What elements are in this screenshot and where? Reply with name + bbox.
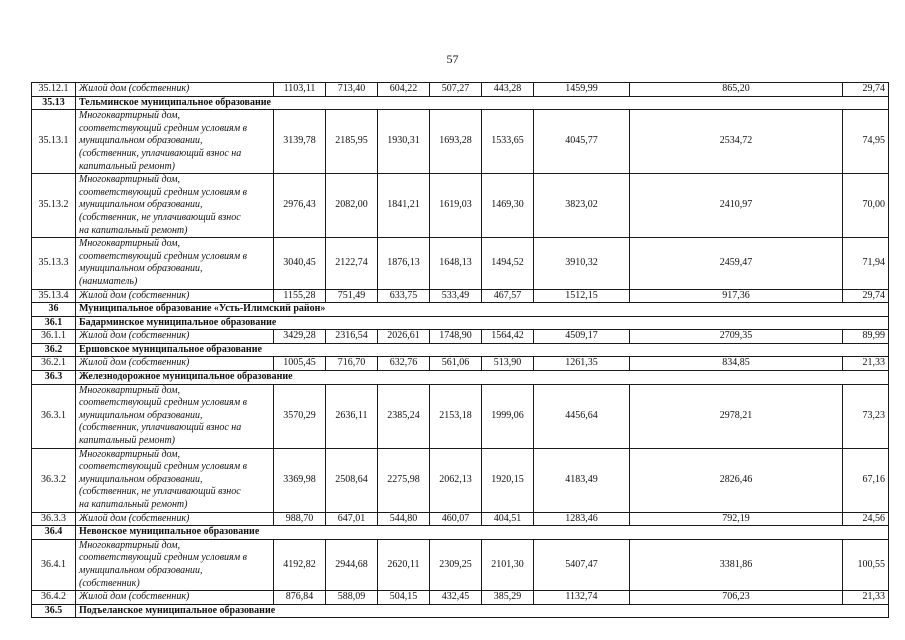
value-cell: 2944,68 [326,539,378,590]
value-cell: 1648,13 [430,238,482,289]
section-title: Бадарминское муниципальное образование [76,316,889,330]
value-cell: 1841,21 [378,174,430,238]
value-cell: 706,23 [630,591,843,605]
value-cell: 3570,29 [274,384,326,448]
row-description: Жилой дом (собственник) [76,289,274,303]
value-cell: 1103,11 [274,83,326,97]
row-code: 36.3.1 [32,384,76,448]
section-code: 36.3 [32,371,76,385]
value-cell: 1876,13 [378,238,430,289]
value-cell: 2976,43 [274,174,326,238]
value-cell: 917,36 [630,289,843,303]
value-cell: 513,90 [482,357,534,371]
value-cell: 504,15 [378,591,430,605]
value-cell: 2026,61 [378,330,430,344]
row-code: 35.12.1 [32,83,76,97]
section-code: 36.4 [32,526,76,540]
row-description: Жилой дом (собственник) [76,591,274,605]
value-cell: 3910,32 [534,238,630,289]
value-cell: 29,74 [843,289,889,303]
row-code: 36.2.1 [32,357,76,371]
value-cell: 751,49 [326,289,378,303]
value-cell: 21,33 [843,357,889,371]
value-cell: 432,45 [430,591,482,605]
value-cell: 2978,21 [630,384,843,448]
value-cell: 1261,35 [534,357,630,371]
value-cell: 1693,28 [430,110,482,174]
section-code: 36.2 [32,343,76,357]
value-cell: 1155,28 [274,289,326,303]
value-cell: 2534,72 [630,110,843,174]
value-cell: 404,51 [482,512,534,526]
row-code: 35.13.3 [32,238,76,289]
value-cell: 1283,46 [534,512,630,526]
row-description: Многоквартирный дом, соответствующий средним условиям в муниципальном образовании, (собственник, не уплачивающий взнос на капитальный ремонт) [76,448,274,512]
row-code: 35.13.1 [32,110,76,174]
row-code: 36.1.1 [32,330,76,344]
table-row [32,83,889,97]
section-header-row [32,96,889,110]
table-row [32,289,889,303]
value-cell: 533,49 [430,289,482,303]
value-cell: 1920,15 [482,448,534,512]
value-cell: 2826,46 [630,448,843,512]
value-cell: 1469,30 [482,174,534,238]
value-cell: 70,00 [843,174,889,238]
value-cell: 467,57 [482,289,534,303]
value-cell: 3369,98 [274,448,326,512]
value-cell: 876,84 [274,591,326,605]
value-cell: 3381,86 [630,539,843,590]
value-cell: 1619,03 [430,174,482,238]
value-cell: 74,95 [843,110,889,174]
section-title: Муниципальное образование «Усть-Илимский район» [76,303,889,317]
value-cell: 1999,06 [482,384,534,448]
row-code: 35.13.4 [32,289,76,303]
section-title: Невонское муниципальное образование [76,526,889,540]
value-cell: 2275,98 [378,448,430,512]
value-cell: 632,76 [378,357,430,371]
value-cell: 1494,52 [482,238,534,289]
value-cell: 792,19 [630,512,843,526]
value-cell: 460,07 [430,512,482,526]
value-cell: 71,94 [843,238,889,289]
value-cell: 3429,28 [274,330,326,344]
table-row [32,110,889,174]
section-title: Подъеланское муниципальное образование [76,604,889,618]
value-cell: 604,22 [378,83,430,97]
value-cell: 588,09 [326,591,378,605]
value-cell: 2185,95 [326,110,378,174]
section-code: 35.13 [32,96,76,110]
row-description: Многоквартирный дом, соответствующий средним условиям в муниципальном образовании, (собственник) [76,539,274,590]
page-number: 57 [446,52,459,66]
value-cell: 67,16 [843,448,889,512]
value-cell: 4192,82 [274,539,326,590]
value-cell: 2620,11 [378,539,430,590]
section-code: 36.1 [32,316,76,330]
value-cell: 73,23 [843,384,889,448]
row-code: 36.3.3 [32,512,76,526]
value-cell: 1005,45 [274,357,326,371]
table-row [32,330,889,344]
row-description: Многоквартирный дом, соответствующий средним условиям в муниципальном образовании, (собственник, уплачивающий взнос на капитальный ремонт) [76,384,274,448]
table-row [32,591,889,605]
value-cell: 2385,24 [378,384,430,448]
row-description: Многоквартирный дом, соответствующий средним условиям в муниципальном образовании, (собственник, уплачивающий взнос на капитальный ремонт) [76,110,274,174]
value-cell: 2122,74 [326,238,378,289]
value-cell: 507,27 [430,83,482,97]
value-cell: 2309,25 [430,539,482,590]
value-cell: 24,56 [843,512,889,526]
table-row [32,448,889,512]
section-header-row [32,604,889,618]
row-description: Многоквартирный дом, соответствующий средним условиям в муниципальном образовании, (собственник, не уплачивающий взнос на капитальный ремонт) [76,174,274,238]
value-cell: 2062,13 [430,448,482,512]
value-cell: 1533,65 [482,110,534,174]
value-cell: 2082,00 [326,174,378,238]
row-description: Жилой дом (собственник) [76,512,274,526]
value-cell: 544,80 [378,512,430,526]
value-cell: 647,01 [326,512,378,526]
value-cell: 4045,77 [534,110,630,174]
section-code: 36 [32,303,76,317]
value-cell: 3139,78 [274,110,326,174]
section-title: Ершовское муниципальное образование [76,343,889,357]
row-description: Жилой дом (собственник) [76,83,274,97]
value-cell: 1459,99 [534,83,630,97]
value-cell: 2636,11 [326,384,378,448]
table-row [32,512,889,526]
table-row [32,357,889,371]
section-title: Железнодорожное муниципальное образование [76,371,889,385]
row-code: 36.4.1 [32,539,76,590]
value-cell: 5407,47 [534,539,630,590]
value-cell: 865,20 [630,83,843,97]
section-title: Тельминское муниципальное образование [76,96,889,110]
section-header-row [32,303,889,317]
value-cell: 385,29 [482,591,534,605]
value-cell: 716,70 [326,357,378,371]
value-cell: 4456,64 [534,384,630,448]
section-code: 36.5 [32,604,76,618]
row-code: 36.3.2 [32,448,76,512]
section-header-row [32,526,889,540]
section-header-row [32,371,889,385]
value-cell: 2101,30 [482,539,534,590]
value-cell: 834,85 [630,357,843,371]
value-cell: 713,40 [326,83,378,97]
value-cell: 21,33 [843,591,889,605]
table-row [32,174,889,238]
value-cell: 3040,45 [274,238,326,289]
value-cell: 988,70 [274,512,326,526]
value-cell: 1930,31 [378,110,430,174]
value-cell: 3823,02 [534,174,630,238]
value-cell: 2709,35 [630,330,843,344]
value-cell: 443,28 [482,83,534,97]
table-body [32,83,889,618]
row-code: 35.13.2 [32,174,76,238]
value-cell: 89,99 [843,330,889,344]
table-row [32,539,889,590]
row-description: Многоквартирный дом, соответствующий средним условиям в муниципальном образовании, (наниматель) [76,238,274,289]
value-cell: 4509,17 [534,330,630,344]
value-cell: 29,74 [843,83,889,97]
table-row [32,238,889,289]
value-cell: 2316,54 [326,330,378,344]
value-cell: 2153,18 [430,384,482,448]
row-description: Жилой дом (собственник) [76,357,274,371]
value-cell: 2410,97 [630,174,843,238]
value-cell: 2508,64 [326,448,378,512]
value-cell: 1512,15 [534,289,630,303]
table-row [32,384,889,448]
value-cell: 2459,47 [630,238,843,289]
value-cell: 1132,74 [534,591,630,605]
value-cell: 561,06 [430,357,482,371]
value-cell: 633,75 [378,289,430,303]
section-header-row [32,343,889,357]
row-code: 36.4.2 [32,591,76,605]
tariff-table [31,82,889,618]
value-cell: 1564,42 [482,330,534,344]
value-cell: 1748,90 [430,330,482,344]
section-header-row [32,316,889,330]
row-description: Жилой дом (собственник) [76,330,274,344]
value-cell: 4183,49 [534,448,630,512]
value-cell: 100,55 [843,539,889,590]
